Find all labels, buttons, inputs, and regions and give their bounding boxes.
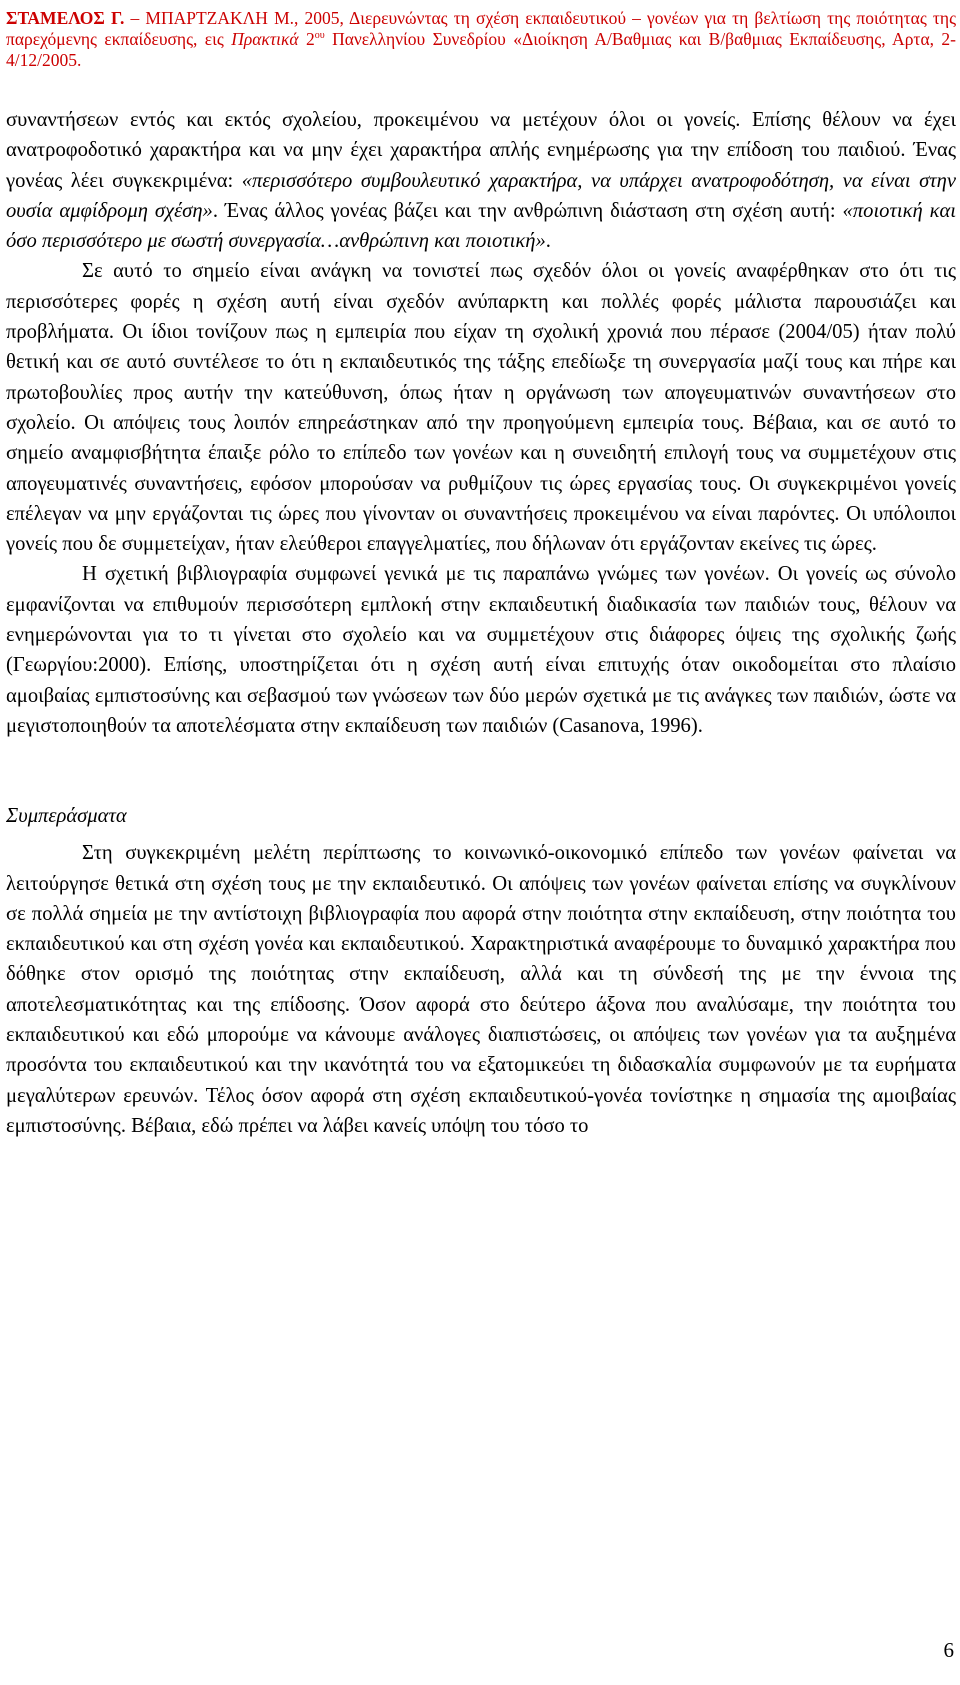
paragraph-1-text-1: συναντήσεων εντός και εκτός σχολείου, προκειμένου να μετέχουν όλοι οι γονείς. Επίσης θέλουν να έχει ανατροφοδοτικό χαρακτήρα και να μην έχει χαρακτήρα απλής ενημέρωσης για την επίδοση του παιδιού. Ένας γονέας λέει συγκεκριμένα:	[6, 109, 956, 192]
running-header-citation	[6, 8, 956, 71]
paragraph-4: Στη συγκεκριμένη μελέτη περίπτωσης το κοινωνικό-οικονομικό επίπεδο των γονέων φαίνεται να λειτούργησε θετικά στη σχέση τους με την εκπαιδευτικό. Οι απόψεις των γονέων φαίνεται επίσης να συγκλίνουν σε πολλά σημεία με την αντίστοιχη βιβλιογραφία που αφορά στην ποιότητα στην εκπαίδευση, στην ποιότητα του εκπαιδευτικού και στη σχέση γονέα και εκπαιδευτικού. Χαρακτηριστικά αναφέρουμε το δυναμικό χαρακτήρα που δόθηκε στον ορισμό της ποιότητας στην εκπαίδευση, αλλά και τη σύνδεσή της με την έννοια της αποτελεσματικότητας και της επίδοσης. Όσον αφορά στο δεύτερο άξονα που αναλύσαμε, την ποιότητα του εκπαιδευτικού και εδώ μπορούμε να κάνουμε ανάλογες διαπιστώσεις, οι απόψεις των γονέων για τα αυξημένα προσόντα του εκπαιδευτικού και την ικανότητά του να εξατομικεύει τη διδασκαλία συμφωνούν με τα ευρήματα μεγαλύτερων ερευνών. Τέλος όσον αφορά στη σχέση εκπαιδευτικού-γονέα τονίστηκε η σημασία της αμοιβαίας εμπιστοσύνης. Βέβαια, εδώ πρέπει να λάβει κανείς υπόψη του τόσο το	[6, 842, 956, 1137]
document-page	[6, 0, 957, 1137]
header-proceedings: Πρακτικά	[231, 29, 299, 49]
section-spacer	[6, 741, 956, 801]
header-citation-part-b: Πανελληνίου Συνεδρίου «Διοίκηση Α/Βαθμιας και Β/βαθμιας Εκπαίδευσης, Αρτα, 2-4/12/2005.	[6, 29, 956, 70]
paragraph-3: Η σχετική βιβλιογραφία συμφωνεί γενικά με τις παραπάνω γνώμες των γονέων. Οι γονείς ως σύνολο εμφανίζονται να επιθυμούν περισσότερη εμπλοκή στην εκπαιδευτική διαδικασία των παιδιών τους, θέλουν να ενημερώνονται για το τι γίνεται στο σχολείο και να συμμετέχουν στις διάφορες όψεις της σχολικής ζωής (Γεωργίου:2000). Επίσης, υποστηρίζεται ότι η σχέση αυτή είναι επιτυχής όταν οικοδομείται στο πλαίσιο αμοιβαίας εμπιστοσύνης και σεβασμού των γνώσεων των δύο μερών σχετικά με τις ανάγκες των παιδιών, ώστε να μεγιστοποιηθούν τα αποτελέσματα στην εκπαίδευση των παιδιών (Casanova, 1996).	[6, 563, 956, 737]
header-ordinal-superscript: ου	[314, 30, 325, 42]
header-citation-part-a: – ΜΠΑΡΤΖΑΚΛΗ Μ., 2005, Διερευνώντας τη σχέση εκπαιδευτικού – γονέων για τη βελτίωση της ποιότητας της παρεχόμενης εκπαίδευσης, εις	[6, 8, 956, 49]
paragraph-1-text-2: . Ένας άλλος γονέας βάζει και την ανθρώπινη διάσταση στη σχέση αυτή:	[212, 199, 843, 222]
paragraph-2: Σε αυτό το σημείο είναι ανάγκη να τονιστεί πως σχεδόν όλοι οι γονείς αναφέρθηκαν στο ότι τις περισσότερες φορές η σχέση αυτή είναι σχεδόν ανύπαρκτη και πολλές φορές μάλιστα παρουσιάζει και προβλήματα. Οι ίδιοι τονίζουν πως η εμπειρία που είχαν τη σχολική χρονιά που πέρασε (2004/05) ήταν πολύ θετική και σε αυτό συντέλεσε το ότι η εκπαιδευτικός της τάξης επεδίωξε τη συνεργασία μαζί τους και πήρε και πρωτοβουλίες προς αυτήν την κατεύθυνση, όπως ήταν η οργάνωση των απογευματινών συναντήσεων στο σχολείο. Οι απόψεις τους λοιπόν επηρεάστηκαν από την προηγούμενη εμπειρία τους. Βέβαια, και σε αυτό το σημείο αναμφισβήτητα έπαιξε ρόλο το επίπεδο των γονέων και η συνειδητή επιλογή τους να συμμετέχουν στις απογευματινές συναντήσεις, εφόσον μπορούσαν να ρυθμίζουν τις ώρες εργασίας τους. Οι συγκεκριμένοι γονείς επέλεγαν να μην εργάζονται τις ώρες που γίνονταν οι συναντήσεις προκειμένου να είναι παρόντες. Οι υπόλοιποι γονείς που δε συμμετείχαν, ήταν ελεύθεροι επαγγελματίες, που δήλωναν ότι εργάζονταν εκείνες τις ώρες.	[6, 260, 956, 556]
paragraph-1-quote-1: «περισσότερο συμβουλευτικό χαρακτήρα, να υπάρχει ανατροφοδότηση, να είναι στην ουσία αμφίδρομη σχέση»	[6, 169, 956, 222]
paragraph-1	[6, 105, 956, 256]
paragraph-1-quote-2: «ποιοτική και όσο περισσότερο με σωστή συνεργασία…ανθρώπινη και ποιοτική»	[6, 199, 957, 253]
header-authors: ΣΤΑΜΕΛΟΣ Γ.	[6, 8, 125, 28]
paragraph-1-text-3: .	[545, 230, 551, 253]
section-heading: Συμπεράσματα	[6, 805, 127, 828]
document-body	[6, 105, 956, 1141]
header-ordinal: 2	[298, 29, 315, 49]
page-number: 6	[943, 1638, 954, 1662]
